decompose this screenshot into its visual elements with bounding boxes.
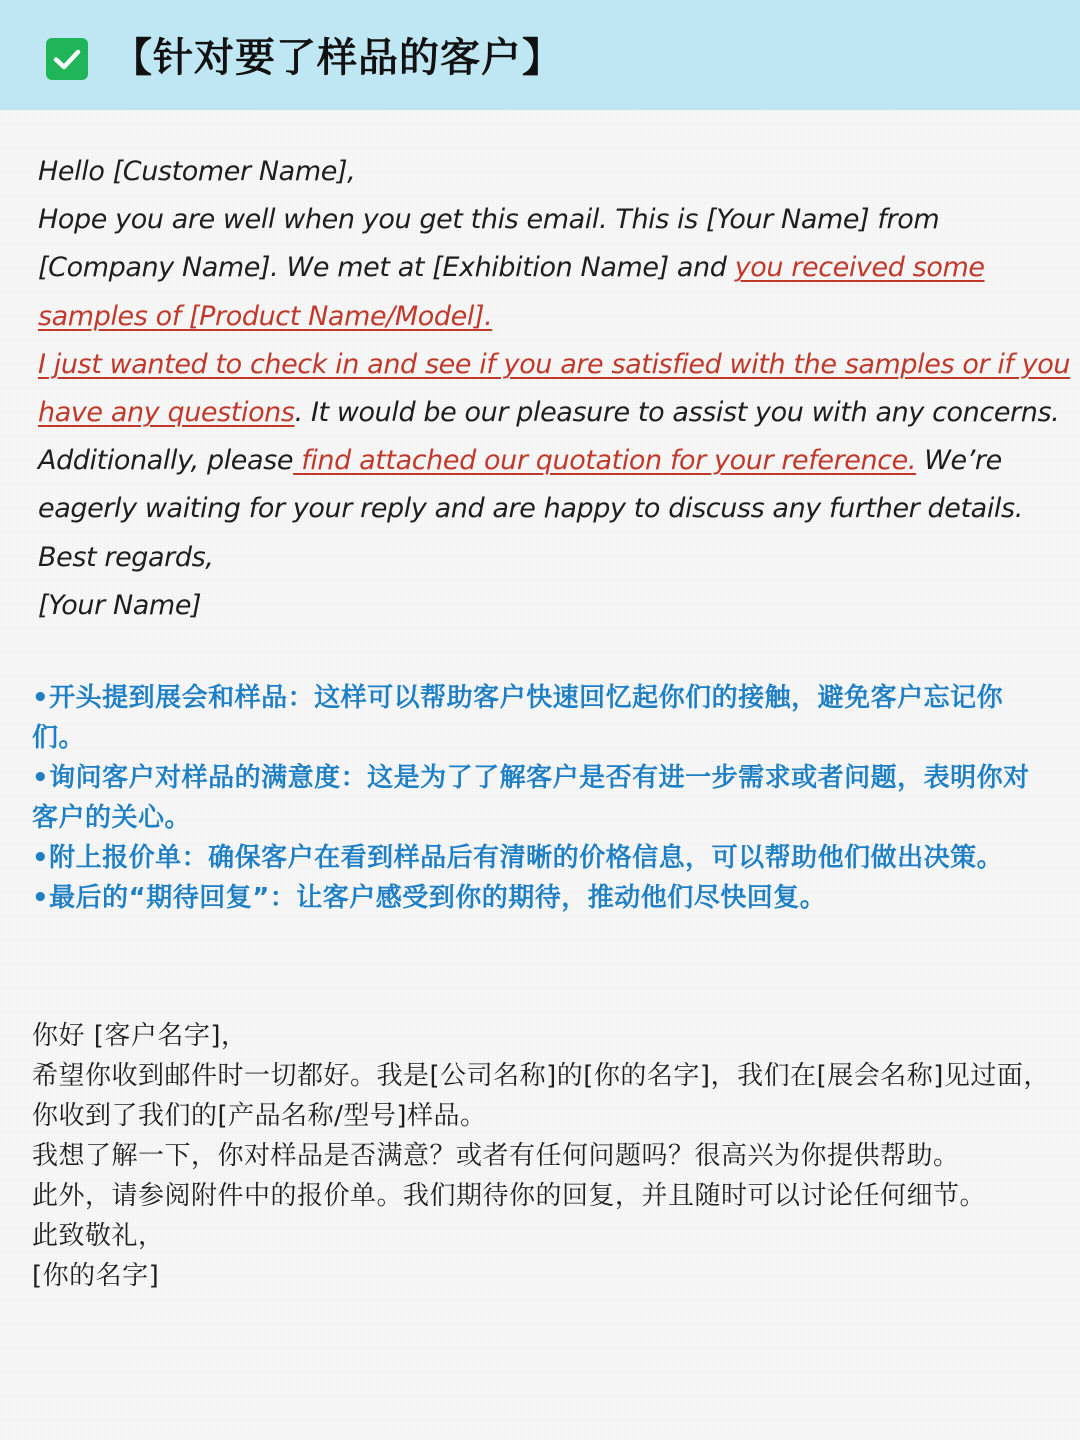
email-signature: [Your Name]: [38, 589, 202, 621]
header-bar: [0, 0, 1080, 110]
page-title: 【针对要了样品的客户】: [112, 35, 563, 81]
paragraph-1-text: Hope you are well when you get this email. This is [Your Name] from [Company Name]. We met at [Exhibition Name] and: [38, 204, 940, 284]
email-english: [38, 148, 1078, 630]
cn-paragraph-2: 我想了解一下，你对样品是否满意？或者有任何问题吗？很高兴为你提供帮助。: [32, 1141, 960, 1171]
tip-item: •询问客户对样品的满意度：这是为了了解客户是否有进一步需求或者问题，表明你对客户的关心。: [32, 763, 1030, 833]
tip-item: •附上报价单：确保客户在看到样品后有清晰的价格信息，可以帮助他们做出决策。: [32, 843, 1004, 873]
check-in-highlight: I just wanted to check in and see if you are satisfied with the samples or if you have any questions: [38, 348, 1071, 429]
paragraph-3-text: Additionally, please: [38, 445, 294, 477]
paragraph-2-text: . It would be our pleasure to assist you with any concerns.: [294, 397, 1060, 429]
email-paragraph-1: [38, 196, 1078, 341]
paragraph-3-rest: We’re eagerly waiting for your reply and are happy to discuss any further details.: [38, 445, 1023, 525]
email-greeting: Hello [Customer Name],: [38, 156, 356, 187]
cn-paragraph-3: 此外，请参阅附件中的报价单。我们期待你的回复，并且随时可以讨论任何细节。: [32, 1181, 987, 1211]
tip-item: •最后的“期待回复”：让客户感受到你的期待，推动他们尽快回复。: [32, 883, 827, 913]
email-closing: Best regards,: [38, 541, 214, 573]
tips-list: [32, 678, 1042, 918]
email-paragraph-2: [38, 341, 1078, 437]
cn-greeting: 你好 [客户名字]，: [32, 1021, 248, 1051]
email-chinese: [32, 1016, 1052, 1296]
email-paragraph-3: [38, 437, 1078, 533]
cn-paragraph-1: 希望你收到邮件时一切都好。我是[公司名称]的[你的名字]，我们在[展会名称]见过面，你收到了我们的[产品名称/型号]样品。: [32, 1061, 1050, 1131]
cn-signature: [你的名字]: [32, 1261, 160, 1291]
cn-closing: 此致敬礼，: [32, 1221, 165, 1251]
checkmark-box-icon: [46, 38, 88, 80]
samples-highlight: you received some samples of [Product Name/Model].: [38, 252, 985, 332]
quotation-highlight: find attached our quotation for your reference.: [293, 445, 917, 477]
tip-item: •开头提到展会和样品：这样可以帮助客户快速回忆起你们的接触，避免客户忘记你们。: [32, 683, 1004, 753]
